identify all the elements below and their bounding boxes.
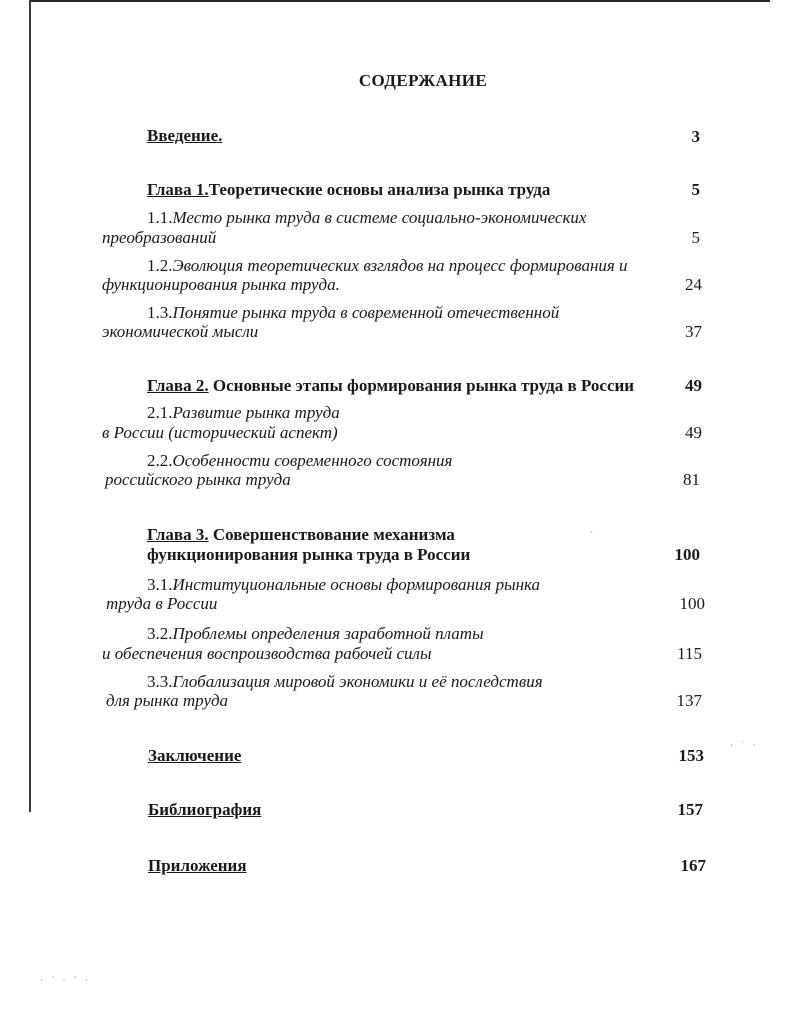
section-number: 3.2.: [147, 624, 173, 643]
toc-chapter-1: [147, 180, 550, 200]
section-title: Глобализация мировой экономики и её последствия: [172, 672, 543, 691]
section-number: 2.2.: [147, 451, 173, 470]
scan-border-left: [29, 0, 31, 812]
toc-section-line: [147, 624, 484, 644]
toc-section-line: [147, 672, 543, 692]
toc-chapter-page: 100: [674, 545, 700, 564]
scan-border-top: [30, 0, 770, 2]
scan-speck: · ˙ · ´ ·: [40, 975, 91, 985]
toc-intro-page: 3: [691, 127, 700, 146]
chapter-title: Совершенствование механизма: [208, 525, 455, 544]
toc-conclusion-label: Заключение: [148, 746, 242, 765]
section-title: Особенности современного состояния: [172, 451, 453, 470]
toc-section-line2: в России (исторический аспект): [102, 423, 338, 442]
chapter-label: Глава 1.: [147, 180, 209, 199]
section-number: 1.1.: [147, 208, 173, 227]
toc-section-line2: труда в России: [106, 594, 218, 613]
toc-section-line2: преобразований: [102, 228, 217, 247]
toc-appendices-label: Приложения: [148, 856, 247, 875]
chapter-label: Глава 3.: [147, 525, 209, 544]
scan-speck: · ˙ ·: [730, 740, 759, 750]
toc-section-line2: для рынка труда: [106, 691, 229, 710]
section-number: 1.3.: [147, 303, 173, 322]
toc-section-line: [147, 208, 586, 228]
toc-intro-label: Введение.: [147, 126, 223, 145]
toc-appendices-page: 167: [680, 856, 706, 875]
toc-section-page: 5: [691, 228, 700, 247]
toc-section-page: 100: [679, 594, 705, 613]
section-title: Эволюция теоретических взглядов на процесс формирования и: [172, 256, 628, 275]
toc-section-page: 37: [685, 322, 702, 341]
toc-section-line: [147, 575, 540, 595]
toc-section-page: 49: [685, 423, 702, 442]
toc-section-line: [147, 403, 340, 423]
toc-section-line2: российского рынка труда: [105, 470, 291, 489]
section-title: Институциональные основы формирования рынка: [172, 575, 541, 594]
toc-chapter-page: 49: [685, 376, 702, 395]
toc-chapter-3: [147, 525, 455, 545]
toc-chapter-title-line2: функционирования рынка труда в России: [147, 545, 471, 564]
section-title: Развитие рынка труда: [172, 403, 340, 422]
section-title: Понятие рынка труда в современной отечественной: [172, 303, 560, 322]
toc-bibliography-page: 157: [677, 800, 703, 819]
chapter-title: Основные этапы формирования рынка труда в России: [208, 376, 635, 395]
section-number: 3.1.: [147, 575, 173, 594]
section-title: Место рынка труда в системе социально-экономических: [172, 208, 587, 227]
toc-section-line: [147, 303, 559, 323]
chapter-label: Глава 2.: [147, 376, 209, 395]
toc-conclusion-page: 153: [678, 746, 704, 765]
toc-section-line2: экономической мысли: [102, 322, 259, 341]
toc-chapter-page: 5: [691, 180, 700, 199]
toc-section-page: 137: [676, 691, 702, 710]
toc-title: СОДЕРЖАНИЕ: [358, 71, 488, 90]
section-number: 3.3.: [147, 672, 173, 691]
toc-section-line: [147, 451, 452, 471]
toc-section-page: 115: [677, 644, 702, 663]
toc-section-page: 81: [683, 470, 700, 489]
toc-section-line: [147, 256, 628, 276]
section-number: 2.1.: [147, 403, 173, 422]
toc-section-page: 24: [685, 275, 702, 294]
toc-section-line2: и обеспечения воспроизводства рабочей силы: [102, 644, 432, 663]
section-number: 1.2.: [147, 256, 173, 275]
toc-bibliography-label: Библиография: [148, 800, 262, 819]
section-title: Проблемы определения заработной платы: [172, 624, 484, 643]
toc-section-line2: функционирования рынка труда.: [102, 275, 340, 294]
toc-chapter-2: [147, 376, 634, 396]
scan-speck: ´: [590, 530, 596, 540]
chapter-title: Теоретические основы анализа рынка труда: [208, 180, 551, 199]
